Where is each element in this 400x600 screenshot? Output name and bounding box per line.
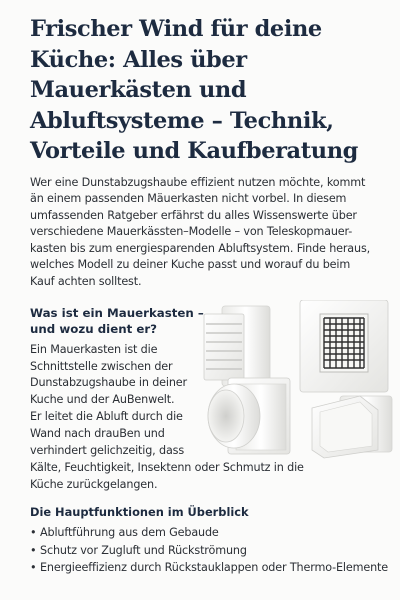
body-line: Schnittstelle zwischen der	[30, 359, 173, 373]
heading-line: Was ist ein Mauerkasten –	[30, 305, 204, 320]
section-heading-functions: Die Hauptfunktionen im Überblick	[30, 504, 249, 519]
intro-line: kasten bis zum energiesparenden Abluftsystem. Finde heraus,	[30, 241, 371, 255]
intro-line: umfassenden Ratgeber erfährst du alles Wissenswerte über	[30, 208, 357, 222]
grille-wall-vent	[300, 300, 388, 392]
functions-list	[30, 524, 388, 577]
article-title	[30, 14, 382, 167]
flat-flap-wall-box	[312, 396, 392, 458]
body-line: verhindert gelichzeitig, dass	[30, 444, 185, 458]
body-line: Kuche und der AuBenwelt.	[30, 393, 175, 407]
body-line: Er leitet die Abluft durch die	[30, 410, 183, 424]
list-item: • Energieeffizienz durch Rückstauklappen oder Thermo-Elemente	[30, 559, 382, 577]
product-image	[200, 300, 400, 470]
title-line: Vorteile und Kaufberatung	[30, 138, 358, 164]
body-line: Dunstabzugshaube in deiner	[30, 376, 187, 390]
heading-line: und wozu dient er?	[30, 321, 158, 336]
intro-line: verschiedene Mauerkässten–Modelle – von Teleskopmauer-	[30, 225, 353, 239]
body-line: Kälte, Feuchtigkeit, Insektenn oder Schmutz in die	[30, 461, 304, 474]
intro-line: welches Modell zu deiner Kuche passt und worauf du beim	[30, 258, 351, 272]
intro-line: Kauf achten solltest.	[30, 275, 142, 289]
title-line: Küche: Alles über	[30, 46, 247, 73]
list-item: • Abluftführung aus dem Gebaude	[30, 524, 382, 542]
title-line: Mauerkästen und	[30, 77, 247, 103]
intro-paragraph	[30, 175, 382, 291]
title-line: Abluftsysteme – Technik,	[30, 107, 334, 134]
louvered-wall-vent	[204, 306, 270, 386]
title-line: Frischer Wind für deine	[30, 16, 322, 42]
body-line: Wand nach drauBen und	[30, 427, 165, 441]
round-pipe-wall-box	[208, 378, 290, 454]
intro-line: Wer eine Dunstabzugshaube effizient nutzen möchte, kommt	[30, 175, 366, 189]
intro-line: än einem passenden Mäuerkasten nicht vorbel. In diesem	[30, 192, 347, 206]
body-line: Ein Mauerkasten ist die	[30, 342, 158, 356]
wall-vents-illustration	[200, 300, 400, 470]
list-item: • Schutz vor Zugluft und Rückströmung	[30, 542, 382, 560]
section-heading-what-is	[30, 305, 205, 337]
body-line: Küche zurückgelangen.	[30, 477, 158, 491]
